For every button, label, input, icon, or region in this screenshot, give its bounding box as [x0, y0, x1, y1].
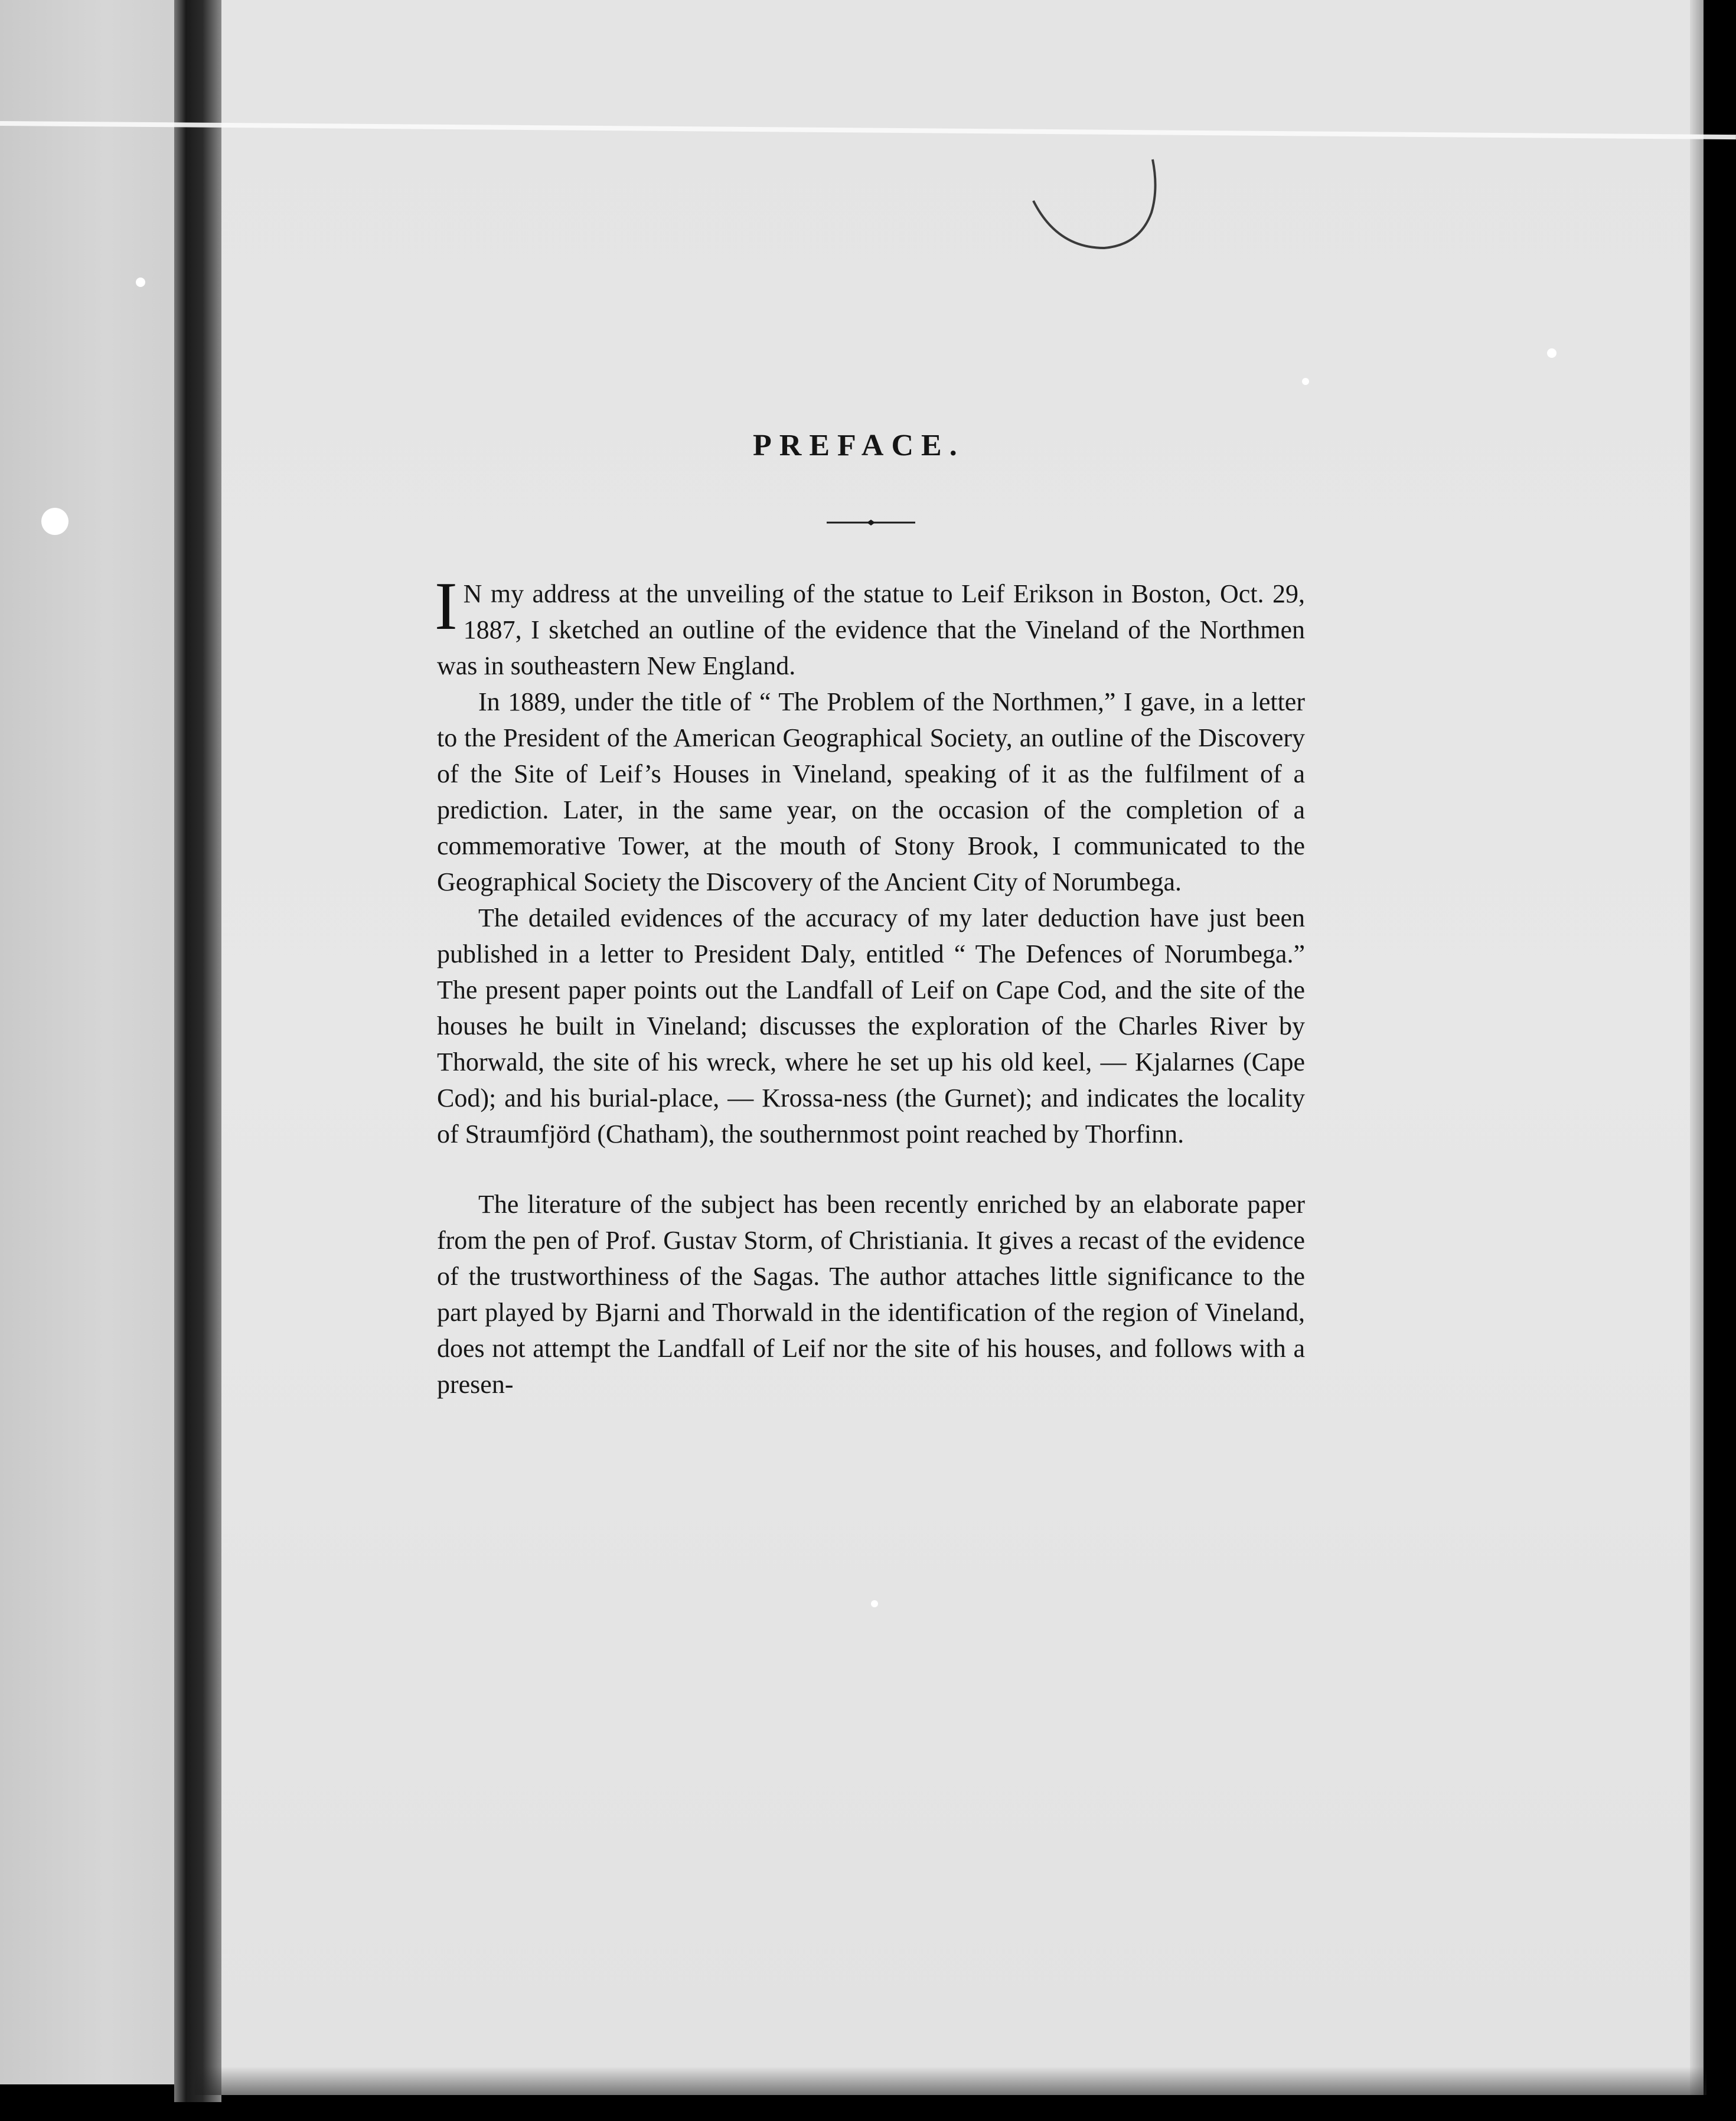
scan-border [1704, 0, 1736, 2121]
facing-page-edge [0, 0, 177, 2084]
dust-speck [1302, 378, 1309, 385]
book-gutter [174, 0, 221, 2102]
dust-speck [871, 1600, 878, 1607]
page-title: PREFACE. [753, 429, 965, 462]
paragraph: The literature of the subject has been recently enriched by an elaborate paper from the pen of Prof. Gustav Storm, of Christiania. It gives a recast of the evidence of the trustworthiness of the Sagas. The author attaches little significance to the part played by Bjarni and Thorwald in the identification of the region of Vineland, does not attempt the Landfall of Leif nor the site of his houses, and follows with a presen- [437, 1190, 1305, 1399]
pencil-mark [1022, 148, 1199, 266]
dust-speck [41, 508, 68, 535]
paragraph: In 1889, under the title of “ The Problem of the Northmen,” I gave, in a letter to the President of the American Geographical Society, an outline of the Discovery of the Site of Leif’s Houses in Vineland, speaking of it as the fulfilment of a prediction. Later, in the same year, on the occasion of the completion of a commemorative Tower, at the mouth of Stony Brook, I communicated to the Geographical Society the Discovery of the Ancient City of Norumbega. [437, 687, 1305, 896]
paragraph [435, 569, 1305, 684]
drop-cap: I [435, 569, 458, 644]
page-bottom-shadow [195, 2067, 1706, 2095]
dust-speck [136, 278, 145, 287]
preface-body [435, 569, 1305, 1402]
paragraph: The detailed evidences of the accuracy of my later deduction have just been published in a letter to President Daly, entitled “ The Defences of Norumbega.” The present paper points out the Landfall of Leif on Cape Cod, and the site of the houses he built in Vineland; discusses the exploration of the Charles River by Thorwald, the site of his wreck, where he set up his old keel, — Kjalarnes (Cape Cod); and his burial-place, — Krossa-ness (the Gurnet); and indicates the locality of Straumfjörd (Chatham), the southernmost point reached by Thorfinn. [437, 903, 1305, 1148]
title-ornament [827, 520, 915, 526]
dust-speck [1547, 348, 1556, 358]
paragraph-text: N my address at the unveiling of the statue to Leif Erikson in Boston, Oct. 29, 1887, I sketched an outline of the evidence that the Vineland of the Northmen was in southeastern New England. [437, 579, 1305, 680]
